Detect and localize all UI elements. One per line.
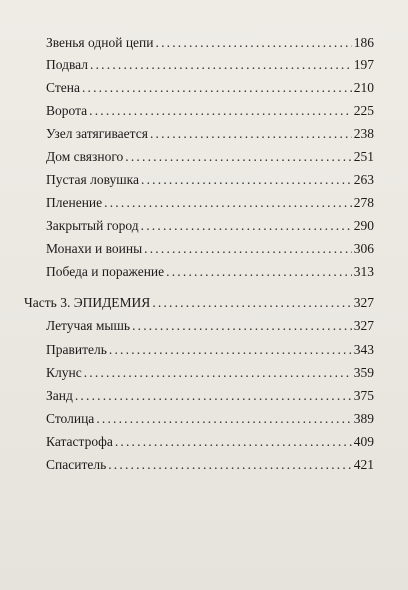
toc-entry	[46, 216, 374, 236]
toc-entry-page: 421	[353, 457, 374, 472]
toc-entry-title: Пленение	[46, 195, 103, 210]
toc-entry-page: 210	[353, 80, 374, 95]
toc-entry-title: Монахи и воины	[46, 241, 143, 256]
toc-entry	[46, 432, 374, 452]
dot-leader	[90, 55, 352, 75]
toc-entry-page: 251	[353, 149, 374, 164]
dot-leader	[96, 409, 351, 429]
dot-leader	[152, 293, 351, 313]
toc-entry	[46, 55, 374, 75]
toc-entry	[46, 33, 374, 53]
toc-entry	[46, 316, 374, 336]
toc-entry-page: 359	[353, 365, 374, 380]
dot-leader	[109, 340, 352, 360]
toc-entry	[46, 147, 374, 167]
dot-leader	[141, 170, 352, 190]
dot-leader	[141, 216, 352, 236]
toc-entry-title: Победа и поражение	[46, 264, 165, 279]
toc-entry-page: 238	[353, 126, 374, 141]
toc-entry	[46, 78, 374, 98]
dot-leader	[156, 33, 352, 53]
toc-entry-title: Правитель	[46, 342, 107, 357]
toc-entry-page: 389	[353, 411, 374, 426]
toc-entry-page: 343	[353, 342, 374, 357]
toc-entry-page: 327	[353, 318, 374, 333]
dot-leader	[115, 432, 352, 452]
dot-leader	[166, 262, 352, 282]
toc-entry-page: 290	[353, 218, 374, 233]
toc-entry-title: Закрытый город	[46, 218, 139, 233]
toc-entry-title: Летучая мышь	[46, 318, 131, 333]
dot-leader	[132, 316, 352, 336]
toc-entry	[46, 262, 374, 282]
toc-entry-page: 409	[353, 434, 374, 449]
toc-entry-title: Дом связного	[46, 149, 124, 164]
dot-leader	[108, 455, 352, 475]
toc-entry-page: 306	[353, 241, 374, 256]
dot-leader	[84, 363, 352, 383]
toc-entry-title: Спаситель	[46, 457, 107, 472]
toc-entry	[46, 101, 374, 121]
toc-entry-title: Подвал	[46, 57, 89, 72]
toc-entry-title: Звенья одной цепи	[46, 35, 154, 50]
toc-entry-title: Узел затягивается	[46, 126, 148, 141]
toc-entry	[46, 363, 374, 383]
dot-leader	[75, 386, 352, 406]
toc-entry-page: 263	[353, 172, 374, 187]
toc-entry-title: Клунс	[46, 365, 82, 380]
toc-entry-page: 197	[353, 57, 374, 72]
toc-entry	[46, 409, 374, 429]
toc-entry-title: Катастрофа	[46, 434, 113, 449]
toc-entry-page: 225	[353, 103, 374, 118]
toc-entry-title: Столица	[46, 411, 95, 426]
toc-entry-page: 375	[353, 388, 374, 403]
toc-entry	[46, 455, 374, 475]
toc-entry	[46, 193, 374, 213]
toc-entry-title: Занд	[46, 388, 73, 403]
dot-leader	[150, 124, 352, 144]
toc-entry-page: 313	[353, 264, 374, 279]
dot-leader	[144, 239, 352, 259]
toc-entry-title: Ворота	[46, 103, 88, 118]
toc-entry-page: 186	[353, 35, 374, 50]
toc-entry	[46, 340, 374, 360]
toc-entry	[46, 386, 374, 406]
toc-entry-title: Пустая ловушка	[46, 172, 140, 187]
toc-part-heading	[24, 293, 374, 313]
toc-entry-page: 278	[353, 195, 374, 210]
dot-leader	[104, 193, 352, 213]
dot-leader	[125, 147, 351, 167]
toc-part-title: Часть 3. ЭПИДЕМИЯ	[24, 295, 151, 310]
dot-leader	[82, 78, 352, 98]
toc-entry	[46, 124, 374, 144]
toc-part-page: 327	[353, 295, 374, 310]
toc-entry	[46, 239, 374, 259]
toc-entry	[46, 170, 374, 190]
dot-leader	[89, 101, 352, 121]
toc-entry-title: Стена	[46, 80, 80, 95]
